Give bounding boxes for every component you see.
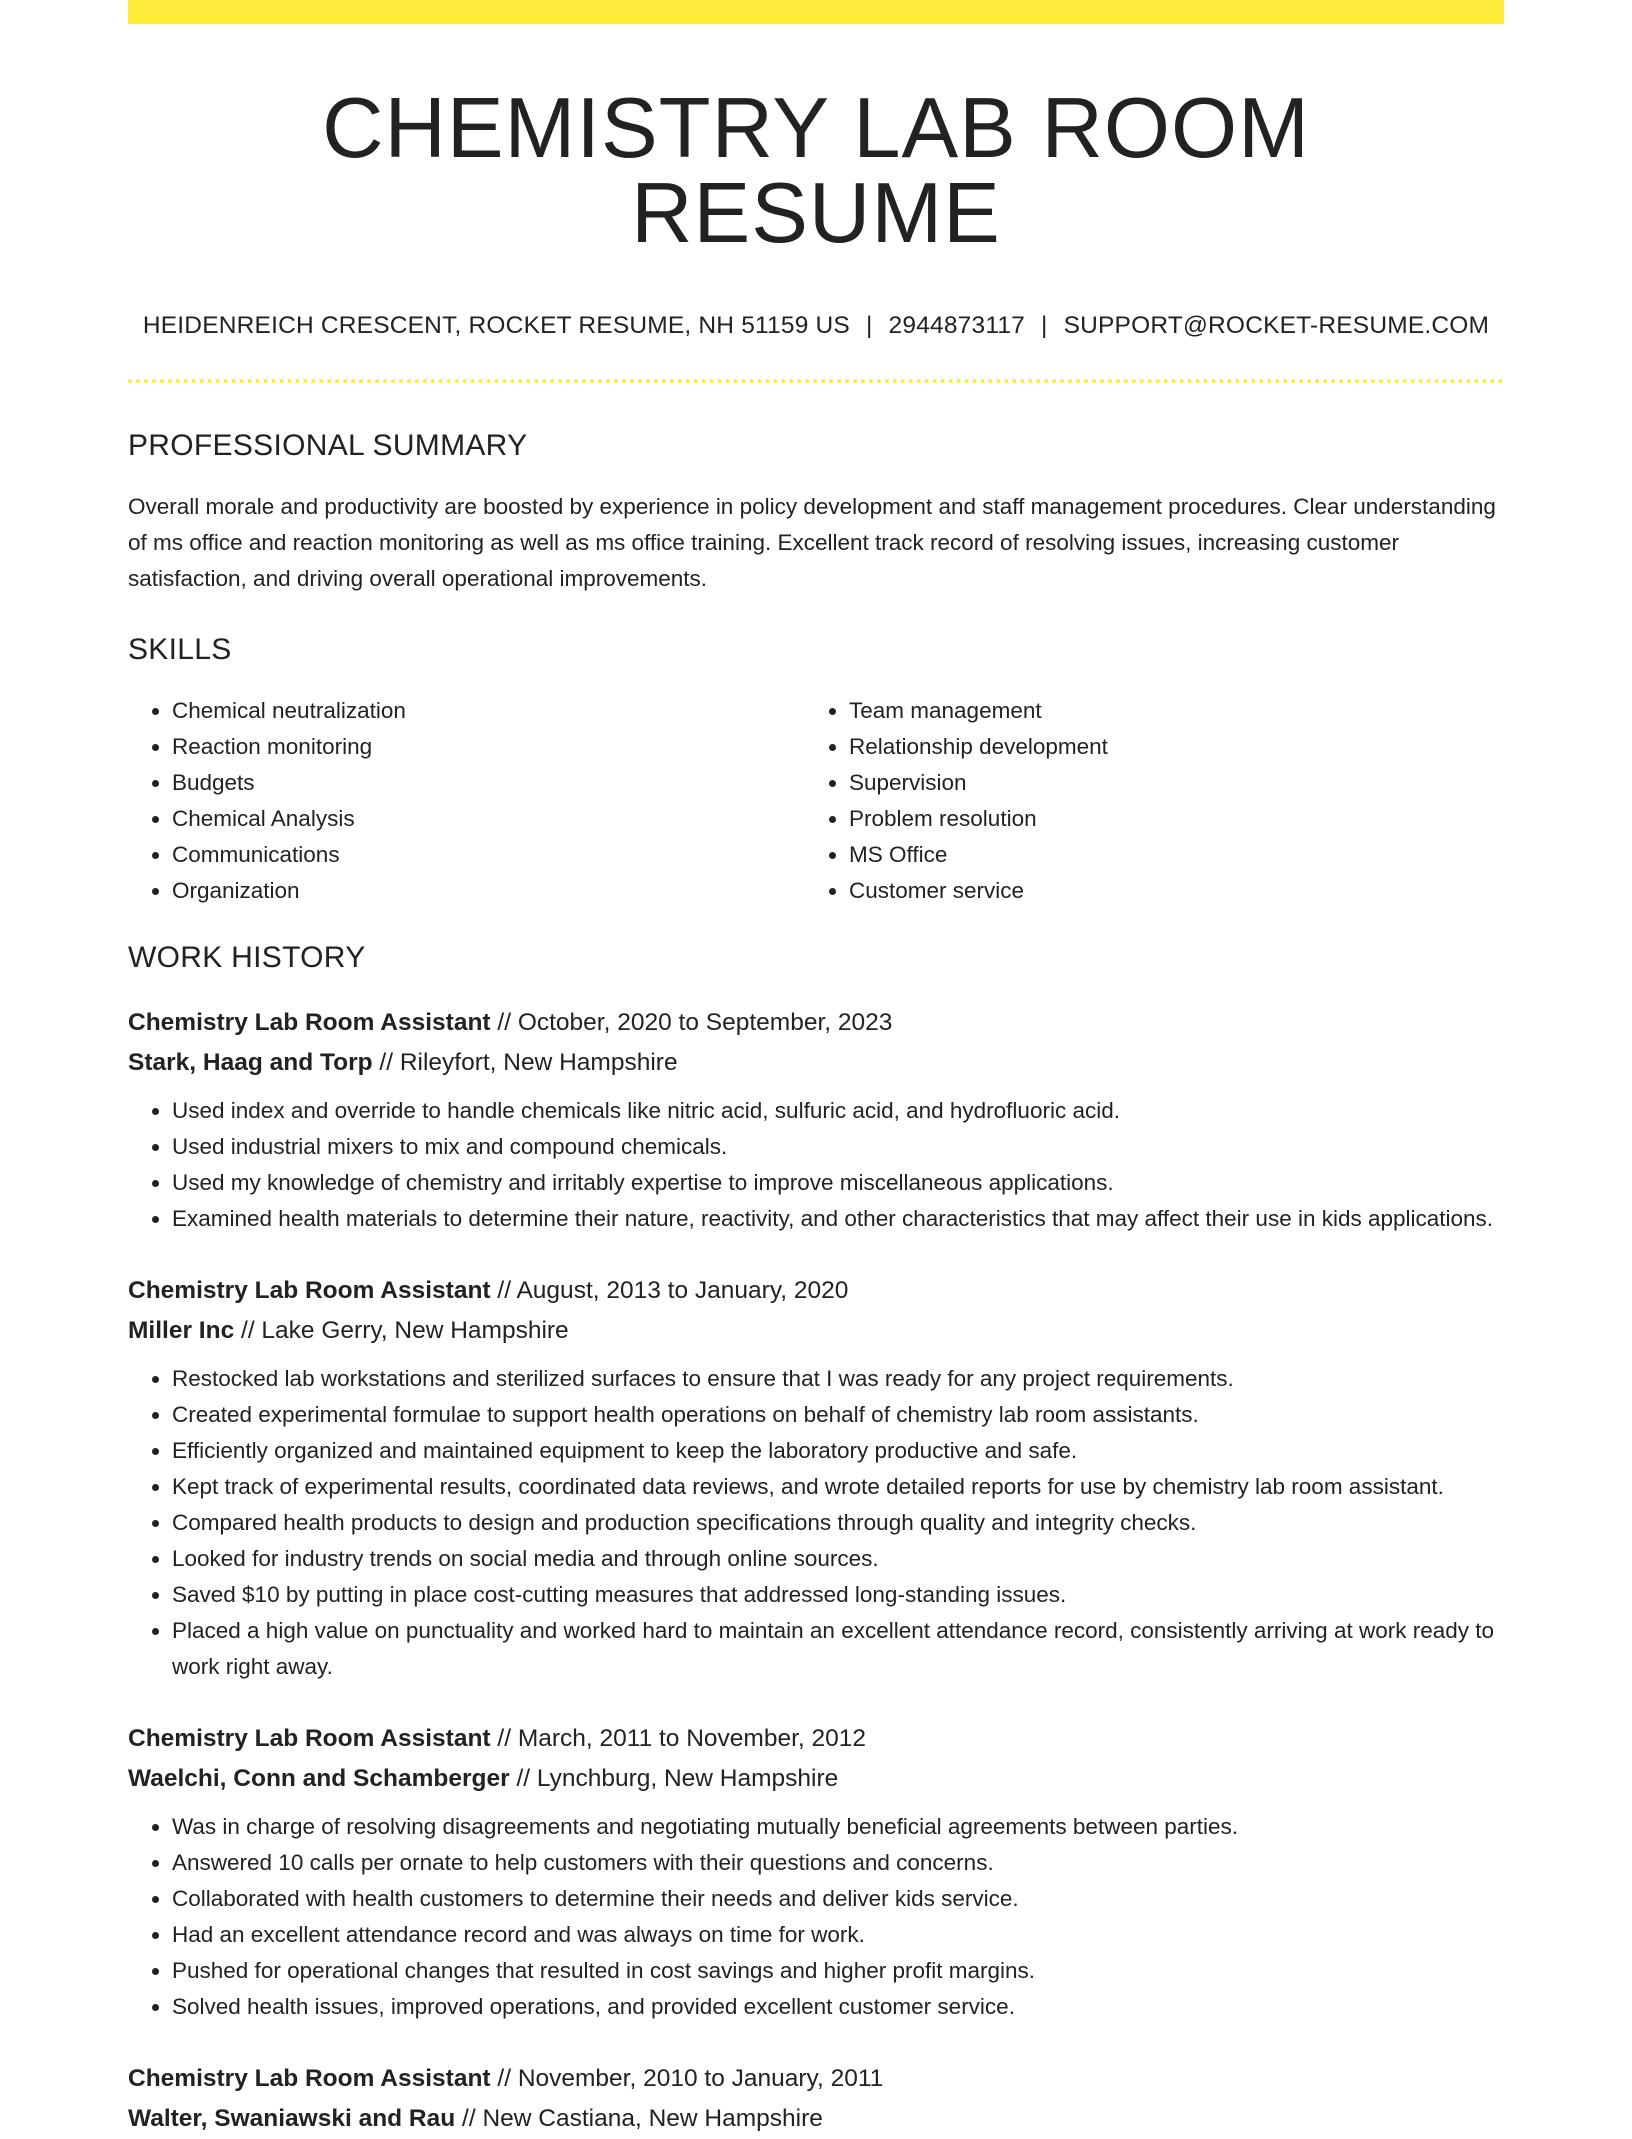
job-bullet: • Efficiently organized and maintained equipment to keep the laboratory productive and safe. (172, 1433, 1504, 1469)
job-bullet: • Pushed for operational changes that resulted in cost savings and higher profit margins. (172, 1953, 1504, 1989)
job-dates: // October, 2020 to September, 2023 (490, 1008, 893, 1036)
contact-phone[interactable]: 2944873117 (888, 312, 1025, 339)
summary-heading: PROFESSIONAL SUMMARY (128, 428, 528, 462)
job-bullet: • Kept track of experimental results, coordinated data reviews, and wrote detailed reports for use by chemistry lab room assistant. (172, 1469, 1504, 1505)
job-title: Chemistry Lab Room Assistant (128, 2064, 491, 2092)
job-bullets (128, 1361, 1504, 1685)
job-title-line (128, 1719, 1504, 1759)
skill-item: • Problem resolution (849, 801, 1504, 837)
skill-item: • Relationship development (849, 729, 1504, 765)
skill-item: • MS Office (849, 837, 1504, 873)
dotted-divider (128, 379, 1504, 383)
skill-item: • Customer service (849, 873, 1504, 909)
job-company: Waelchi, Conn and Schamberger (128, 1764, 510, 1792)
job-title-line (128, 1271, 1504, 1311)
skills-columns (128, 693, 1504, 909)
job-title: Chemistry Lab Room Assistant (128, 1276, 491, 1304)
job-location: // New Castiana, New Hampshire (455, 2104, 823, 2132)
skill-item: • Organization (172, 873, 827, 909)
job-title-line (128, 1003, 1504, 1043)
job-company: Miller Inc (128, 1316, 235, 1344)
accent-top-bar (128, 0, 1504, 24)
job-dates: // August, 2013 to January, 2020 (490, 1276, 849, 1304)
contact-separator: | (865, 312, 873, 339)
contact-address: HEIDENREICH CRESCENT, ROCKET RESUME, NH 51159 US (142, 312, 850, 339)
skills-heading: SKILLS (128, 632, 232, 666)
job-bullet: • Answered 10 calls per ornate to help customers with their questions and concerns. (172, 1845, 1504, 1881)
job-company: Stark, Haag and Torp (128, 1048, 373, 1076)
skill-item: • Chemical neutralization (172, 693, 827, 729)
resume-title: CHEMISTRY LAB ROOM RESUME (322, 81, 1310, 261)
job-title: Chemistry Lab Room Assistant (128, 1008, 491, 1036)
skill-item: • Budgets (172, 765, 827, 801)
job-entry (128, 1271, 1504, 1685)
job-entry (128, 2059, 1504, 2139)
contact-line (128, 314, 1504, 339)
job-bullet: • Used industrial mixers to mix and compound chemicals. (172, 1129, 1504, 1165)
job-bullet: • Created experimental formulae to support health operations on behalf of chemistry lab room assistants. (172, 1397, 1504, 1433)
job-location: // Lake Gerry, New Hampshire (234, 1316, 569, 1344)
job-title-line (128, 2059, 1504, 2099)
job-title: Chemistry Lab Room Assistant (128, 1724, 491, 1752)
skill-item: • Supervision (849, 765, 1504, 801)
contact-separator: | (1041, 312, 1048, 339)
skill-item: • Chemical Analysis (172, 801, 827, 837)
job-bullet: • Used index and override to handle chemicals like nitric acid, sulfuric acid, and hydrofluoric acid. (172, 1093, 1504, 1129)
job-company-line (128, 1759, 1504, 1799)
job-entry (128, 1719, 1504, 2025)
skill-item: • Communications (172, 837, 827, 873)
job-bullet: • Restocked lab workstations and sterilized surfaces to ensure that I was ready for any project requirements. (172, 1361, 1504, 1397)
job-bullets (128, 1809, 1504, 2025)
job-location: // Rileyfort, New Hampshire (372, 1048, 678, 1076)
resume-page (128, 0, 1504, 2139)
job-bullet: • Saved $10 by putting in place cost-cutting measures that addressed long-standing issues. (172, 1577, 1504, 1613)
job-dates: // March, 2011 to November, 2012 (490, 1724, 867, 1752)
job-company: Walter, Swaniawski and Rau (128, 2104, 456, 2132)
job-company-line (128, 1311, 1504, 1351)
job-bullet: • Solved health issues, improved operations, and provided excellent customer service. (172, 1989, 1504, 2025)
job-company-line (128, 1043, 1504, 1083)
job-bullet: • Used my knowledge of chemistry and irritably expertise to improve miscellaneous applications. (172, 1165, 1504, 1201)
job-company-line (128, 2099, 1504, 2139)
job-bullet: • Looked for industry trends on social media and through online sources. (172, 1541, 1504, 1577)
job-bullet: • Had an excellent attendance record and was always on time for work. (172, 1917, 1504, 1953)
skill-item: • Reaction monitoring (172, 729, 827, 765)
job-bullet: • Placed a high value on punctuality and worked hard to maintain an excellent attendance record, consistently arriving at work ready to work right away. (172, 1613, 1504, 1685)
summary-text: Overall morale and productivity are boosted by experience in policy development and staff management procedures. Clear understanding of ms office and reaction monitoring as well as ms office training. Excellent track record of resolving issues, increasing customer satisfaction, and driving overall operational improvements. (128, 493, 1496, 591)
job-bullet: • Compared health products to design and production specifications through quality and integrity checks. (172, 1505, 1504, 1541)
skills-right-list (827, 693, 1504, 909)
skills-left-list (128, 693, 827, 909)
work-history-heading: WORK HISTORY (128, 940, 366, 974)
job-entry (128, 1003, 1504, 1237)
job-bullet: • Collaborated with health customers to determine their needs and deliver kids service. (172, 1881, 1504, 1917)
contact-email[interactable]: SUPPORT@ROCKET-RESUME.COM (1063, 312, 1490, 339)
job-bullets (128, 1093, 1504, 1237)
skill-item: • Team management (849, 693, 1504, 729)
job-bullet: • Was in charge of resolving disagreements and negotiating mutually beneficial agreements between parties. (172, 1809, 1504, 1845)
job-location: // Lynchburg, New Hampshire (509, 1764, 839, 1792)
job-bullet: • Examined health materials to determine their nature, reactivity, and other characteristics that may affect their use in kids applications. (172, 1201, 1504, 1237)
job-dates: // November, 2010 to January, 2011 (490, 2064, 884, 2092)
